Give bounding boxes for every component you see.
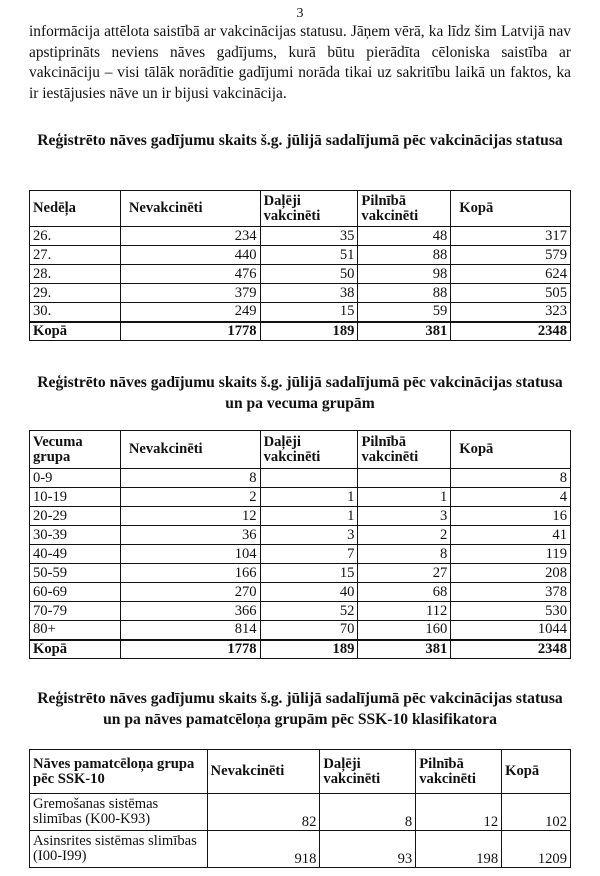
value-cell: 41 [451,526,571,545]
value-cell: 378 [451,583,571,602]
row-label-cell: 70-79 [30,602,121,621]
row-label-cell: 27. [30,246,121,265]
table-row [30,227,571,246]
header-cell: Kopā [451,431,571,469]
value-cell: 440 [120,246,260,265]
value-cell: 52 [260,602,358,621]
table-row [30,246,571,265]
header-cell: Nevakcinēti [207,750,320,794]
value-cell: 112 [358,602,451,621]
table-row [30,488,571,507]
value-cell: 198 [416,831,502,868]
value-cell: 88 [358,284,451,303]
value-cell: 8 [451,469,571,488]
table-row [30,602,571,621]
value-cell: 1044 [451,621,571,640]
value-cell: 3 [260,526,358,545]
header-cell: Nevakcinēti [120,191,260,227]
value-cell: 36 [120,526,260,545]
value-cell: 38 [260,284,358,303]
value-cell: 102 [502,794,571,831]
value-cell: 476 [120,265,260,284]
total-value-cell: 2348 [451,640,571,659]
value-cell: 15 [260,303,358,322]
value-cell: 48 [358,227,451,246]
table-row [30,507,571,526]
total-row [30,322,571,341]
table-row [30,469,571,488]
value-cell: 50 [260,265,358,284]
value-cell: 51 [260,246,358,265]
table-row [30,284,571,303]
header-cell: Vecuma grupa [30,431,121,469]
value-cell: 82 [207,794,320,831]
total-label-cell: Kopā [30,640,121,659]
total-value-cell: 1778 [120,322,260,341]
row-label-cell: Asinsrites sistēmas slimības (I00-I99) [30,831,208,868]
row-label-cell: 30. [30,303,121,322]
row-label-cell: 60-69 [30,583,121,602]
value-cell: 1 [260,488,358,507]
header-cell: Kopā [502,750,571,794]
header-cell: Pilnībā vakcinēti [416,750,502,794]
value-cell: 59 [358,303,451,322]
table-row [30,583,571,602]
total-value-cell: 189 [260,322,358,341]
header-cell: Daļēji vakcinēti [260,431,358,469]
table-row [30,564,571,583]
value-cell: 249 [120,303,260,322]
value-cell: 15 [260,564,358,583]
value-cell: 530 [451,602,571,621]
value-cell: 93 [320,831,416,868]
value-cell: 8 [358,545,451,564]
value-cell: 8 [120,469,260,488]
value-cell: 1 [260,507,358,526]
value-cell: 27 [358,564,451,583]
value-cell: 3 [358,507,451,526]
row-label-cell: 10-19 [30,488,121,507]
value-cell: 208 [451,564,571,583]
value-cell: 70 [260,621,358,640]
page-number: 3 [296,6,304,21]
value-cell: 2 [120,488,260,507]
table-deaths-by-age [29,430,571,659]
value-cell: 40 [260,583,358,602]
value-cell [358,469,451,488]
value-cell: 323 [451,303,571,322]
value-cell: 814 [120,621,260,640]
value-cell: 16 [451,507,571,526]
row-label-cell: 40-49 [30,545,121,564]
value-cell: 270 [120,583,260,602]
value-cell: 160 [358,621,451,640]
total-value-cell: 1778 [120,640,260,659]
value-cell: 12 [416,794,502,831]
row-label-cell: 28. [30,265,121,284]
value-cell: 35 [260,227,358,246]
header-cell: Daļēji vakcinēti [320,750,416,794]
value-cell: 119 [451,545,571,564]
total-value-cell: 2348 [451,322,571,341]
value-cell [260,469,358,488]
value-cell: 317 [451,227,571,246]
total-label-cell: Kopā [30,322,121,341]
value-cell: 505 [451,284,571,303]
total-value-cell: 381 [358,322,451,341]
row-label-cell: 80+ [30,621,121,640]
table-row [30,526,571,545]
value-cell: 1209 [502,831,571,868]
value-cell: 166 [120,564,260,583]
table-row [30,794,571,831]
value-cell: 366 [120,602,260,621]
table-row [30,621,571,640]
row-label-cell: 30-39 [30,526,121,545]
table-deaths-by-cause [29,749,571,868]
header-cell: Pilnībā vakcinēti [358,191,451,227]
row-label-cell: 26. [30,227,121,246]
value-cell: 624 [451,265,571,284]
value-cell: 579 [451,246,571,265]
table1-title: Reģistrēto nāves gadījumu skaits š.g. jūlijā sadalījumā pēc vakcinācijas statusa [37,132,563,149]
table-row [30,545,571,564]
row-label-cell: Gremošanas sistēmas slimības (K00-K93) [30,794,208,831]
value-cell: 88 [358,246,451,265]
header-cell: Pilnībā vakcinēti [358,431,451,469]
value-cell: 8 [320,794,416,831]
row-label-cell: 20-29 [30,507,121,526]
value-cell: 379 [120,284,260,303]
total-value-cell: 381 [358,640,451,659]
header-cell: Nāves pamatcēloņa grupa pēc SSK-10 [30,750,208,794]
total-value-cell: 189 [260,640,358,659]
value-cell: 918 [207,831,320,868]
value-cell: 1 [358,488,451,507]
header-cell: Nedēļa [30,191,121,227]
intro-paragraph: informācija attēlota saistībā ar vakcinācijas statusu. Jāņem vērā, ka līdz šim Latvijā nav apstiprināts neviens nāves gadījums, kurā būtu pierādīta cēloniska saistība ar vakcināciju – visi tālāk norādītie gadījumi norāda tikai uz sakritību laikā un faktos, ka ir iestājusies nāve un ir bijusi vakcinācija. [29,23,571,102]
value-cell: 4 [451,488,571,507]
table-row [30,831,571,868]
total-row [30,640,571,659]
value-cell: 12 [120,507,260,526]
value-cell: 104 [120,545,260,564]
table-row [30,265,571,284]
row-label-cell: 50-59 [30,564,121,583]
table3-title: Reģistrēto nāves gadījumu skaits š.g. jūlijā sadalījumā pēc vakcinācijas statusa un pa nāves pamatcēloņa grupām pēc SSK-10 klasifikatora [37,690,563,728]
table2-title: Reģistrēto nāves gadījumu skaits š.g. jūlijā sadalījumā pēc vakcinācijas statusa un pa vecuma grupām [37,374,563,412]
row-label-cell: 0-9 [30,469,121,488]
value-cell: 68 [358,583,451,602]
value-cell: 2 [358,526,451,545]
table-deaths-by-week [29,190,571,341]
header-cell: Nevakcinēti [120,431,260,469]
value-cell: 234 [120,227,260,246]
value-cell: 7 [260,545,358,564]
table-row [30,303,571,322]
row-label-cell: 29. [30,284,121,303]
header-cell: Kopā [451,191,571,227]
value-cell: 98 [358,265,451,284]
header-cell: Daļēji vakcinēti [260,191,358,227]
